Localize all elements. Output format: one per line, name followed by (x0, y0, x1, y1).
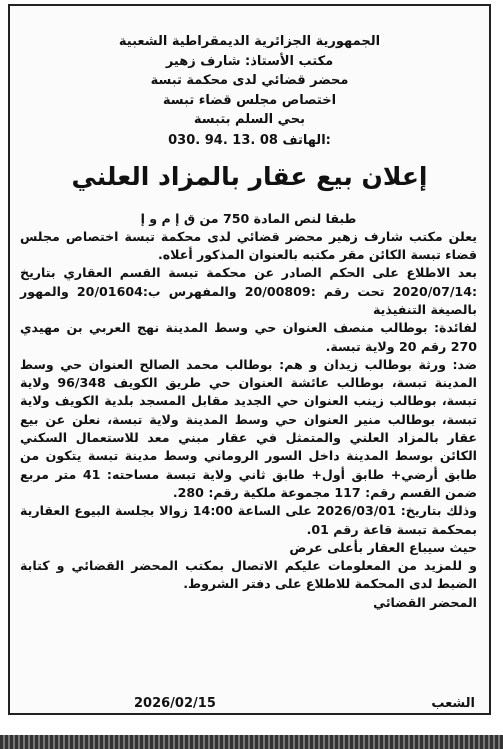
legal-notice (8, 4, 491, 715)
jurisdiction: اختصاص مجلس قضاء تبسة (162, 92, 337, 108)
notice-header (10, 6, 489, 130)
announcement-paragraph: يعلن مكتب شارف زهير محضر قضائي لدى محكمة تبسة اختصاص مجلس قضاء تبسة الكائن مقر مكتبه بالعنوان المذكور أعلاه. (20, 228, 477, 263)
bailiff-title: محضر قضائي لدى محكمة تبسة (150, 73, 349, 88)
phone-number: 030. 94. 13. 08 (168, 132, 278, 148)
sale-terms: حيث سيباع العقار بأعلى عرض (289, 539, 477, 555)
publisher-name: الشعب (431, 696, 475, 711)
notice-body (10, 210, 489, 613)
notice-footer (10, 696, 489, 711)
beneficiary-paragraph: لفائدة: بوطالب منصف العنوان حي وسط المدينة نهج العربي بن مهيدي 270 رقم 20 ولاية تبسة. (20, 320, 477, 354)
republic-name: الجمهورية الجزائرية الديمقراطية الشعبية (118, 34, 381, 49)
date-paragraph: وذلك بتاريخ: 2026/03/01 على الساعة 14:00 زوالا بجلسة البيوع العقارية بمحكمة تبسة قاعة رقم 01. (20, 503, 477, 537)
page-bottom-border (0, 735, 503, 749)
office-address: بحي السلم بتبسة (193, 112, 306, 127)
notice-title: إعلان بيع عقار بالمزاد العلني (71, 161, 428, 191)
publication-date: 2026/02/15 (134, 696, 216, 711)
office-name: مكتب الأستاذ: شارف زهير (165, 53, 334, 69)
against-paragraph: ضد: ورثة بوطالب زيدان و هم: بوطالب محمد الصالح العنوان حي وسط المدينة تبسة، بوطالب عائشة العنوان حي طريق الكويف 96/348 ولاية تبسة، بوطالب زينب العنوان حي الجديد مقابل المسجد بلدية الكويف ولاية تبسة، بوطالب منير العنوان حي وسط المدينة ولاية تبسة، نعلن عن بيع عقار بالمزاد العلني والمتمثل في عقار مبني معد للاستعمال السكني الكائن بوسط المدينة داخل السور الروماني وسط مدينة تبسة يتكون من طابق أرضي+ طابق أول+ طابق ثاني ولاية تبسة مساحته: 41 متر مربع ضمن القسم رقم: 117 مجموعة ملكية رقم: 280. (20, 356, 477, 500)
legal-basis: طبقا لنص المادة 750 من ق إ م و إ (140, 210, 357, 226)
phone-label: الهاتف: (282, 132, 331, 148)
contact-paragraph: و للمزيد من المعلومات عليكم الاتصال بمكتب المحضر القضائي و كتابة الضبط لدى المحكمة للاطلاع على دفتر الشروط. (20, 558, 477, 592)
phone-line (10, 131, 489, 150)
judgment-paragraph: بعد الاطلاع على الحكم الصادر عن محكمة تبسة القسم العقاري بتاريخ :2020/07/14 تحت رقم :20/00809 والمفهرس ب:20/01604 والمهور بالصيغة التنفيذية (20, 265, 478, 317)
signature: المحضر القضائي (373, 594, 477, 610)
